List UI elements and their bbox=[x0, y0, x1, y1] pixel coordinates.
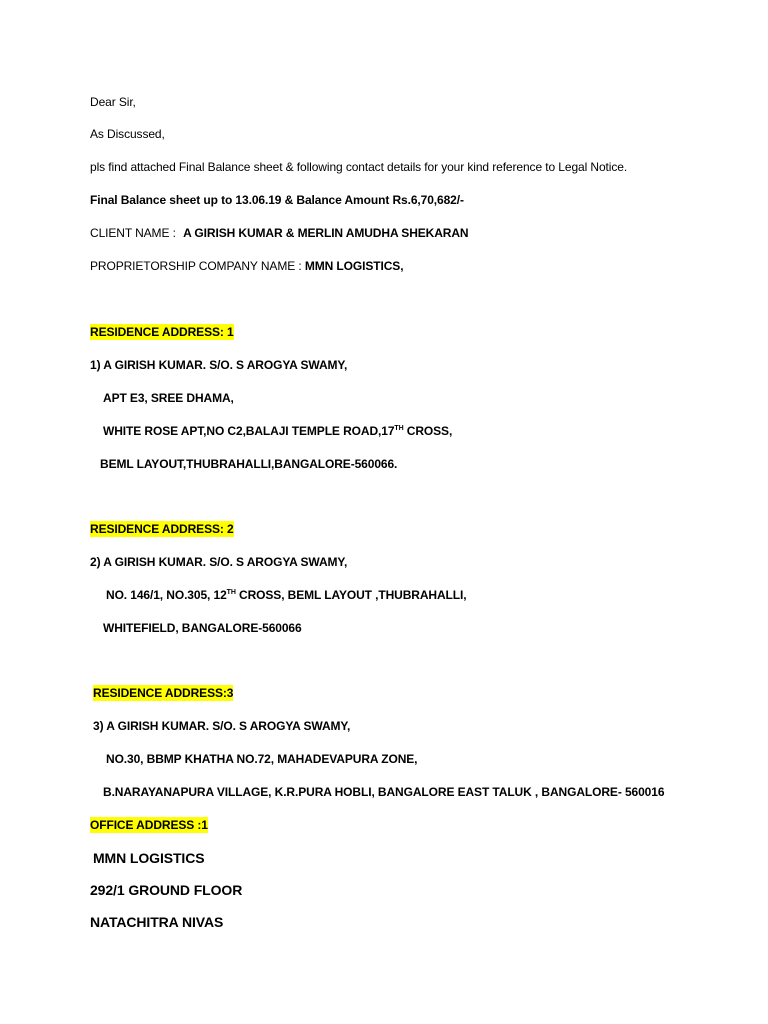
residence-3-line1: NO.30, BBMP KHATHA NO.72, MAHADEVAPURA ZONE, bbox=[106, 752, 418, 766]
residence-3-name: 3) A GIRISH KUMAR. S/O. S AROGYA SWAMY, bbox=[93, 719, 351, 733]
company-label: PROPRIETORSHIP COMPANY NAME : bbox=[90, 259, 302, 273]
residence-2-line2: WHITEFIELD, BANGALORE-560066 bbox=[103, 621, 302, 635]
office-1-line3: NATACHITRA NIVAS bbox=[90, 914, 224, 930]
residence-1-name: 1) A GIRISH KUMAR. S/O. S AROGYA SWAMY, bbox=[90, 358, 348, 372]
intro-line: pls find attached Final Balance sheet & following contact details for your kind reference to Legal Notice. bbox=[90, 160, 628, 174]
client-label: CLIENT NAME : bbox=[90, 226, 176, 240]
salutation: Dear Sir, bbox=[90, 95, 136, 109]
client-line bbox=[90, 226, 469, 240]
company-line bbox=[90, 259, 403, 273]
office-1-heading: OFFICE ADDRESS :1 bbox=[90, 818, 208, 832]
residence-1-heading: RESIDENCE ADDRESS: 1 bbox=[90, 325, 234, 339]
discussed-line: As Discussed, bbox=[90, 127, 165, 141]
company-name: MMN LOGISTICS, bbox=[304, 259, 404, 273]
office-1-line1: MMN LOGISTICS bbox=[93, 850, 205, 866]
residence-1-line1: APT E3, SREE DHAMA, bbox=[103, 391, 234, 405]
residence-2-name: 2) A GIRISH KUMAR. S/O. S AROGYA SWAMY, bbox=[90, 555, 348, 569]
residence-1-line2: WHITE ROSE APT,NO C2,BALAJI TEMPLE ROAD,17TH CROSS, bbox=[103, 424, 453, 438]
residence-2-heading: RESIDENCE ADDRESS: 2 bbox=[90, 522, 234, 536]
residence-1-line3: BEML LAYOUT,THUBRAHALLI,BANGALORE-560066. bbox=[100, 457, 398, 471]
residence-3-heading: RESIDENCE ADDRESS:3 bbox=[93, 686, 234, 700]
residence-3-line2: B.NARAYANAPURA VILLAGE, K.R.PURA HOBLI, BANGALORE EAST TALUK , BANGALORE- 560016 bbox=[103, 785, 665, 799]
office-1-line2: 292/1 GROUND FLOOR bbox=[90, 882, 243, 898]
balance-line: Final Balance sheet up to 13.06.19 & Balance Amount Rs.6,70,682/- bbox=[90, 193, 464, 207]
client-name: A GIRISH KUMAR & MERLIN AMUDHA SHEKARAN bbox=[183, 226, 469, 240]
residence-2-line1: NO. 146/1, NO.305, 12TH CROSS, BEML LAYOUT ,THUBRAHALLI, bbox=[106, 588, 467, 602]
